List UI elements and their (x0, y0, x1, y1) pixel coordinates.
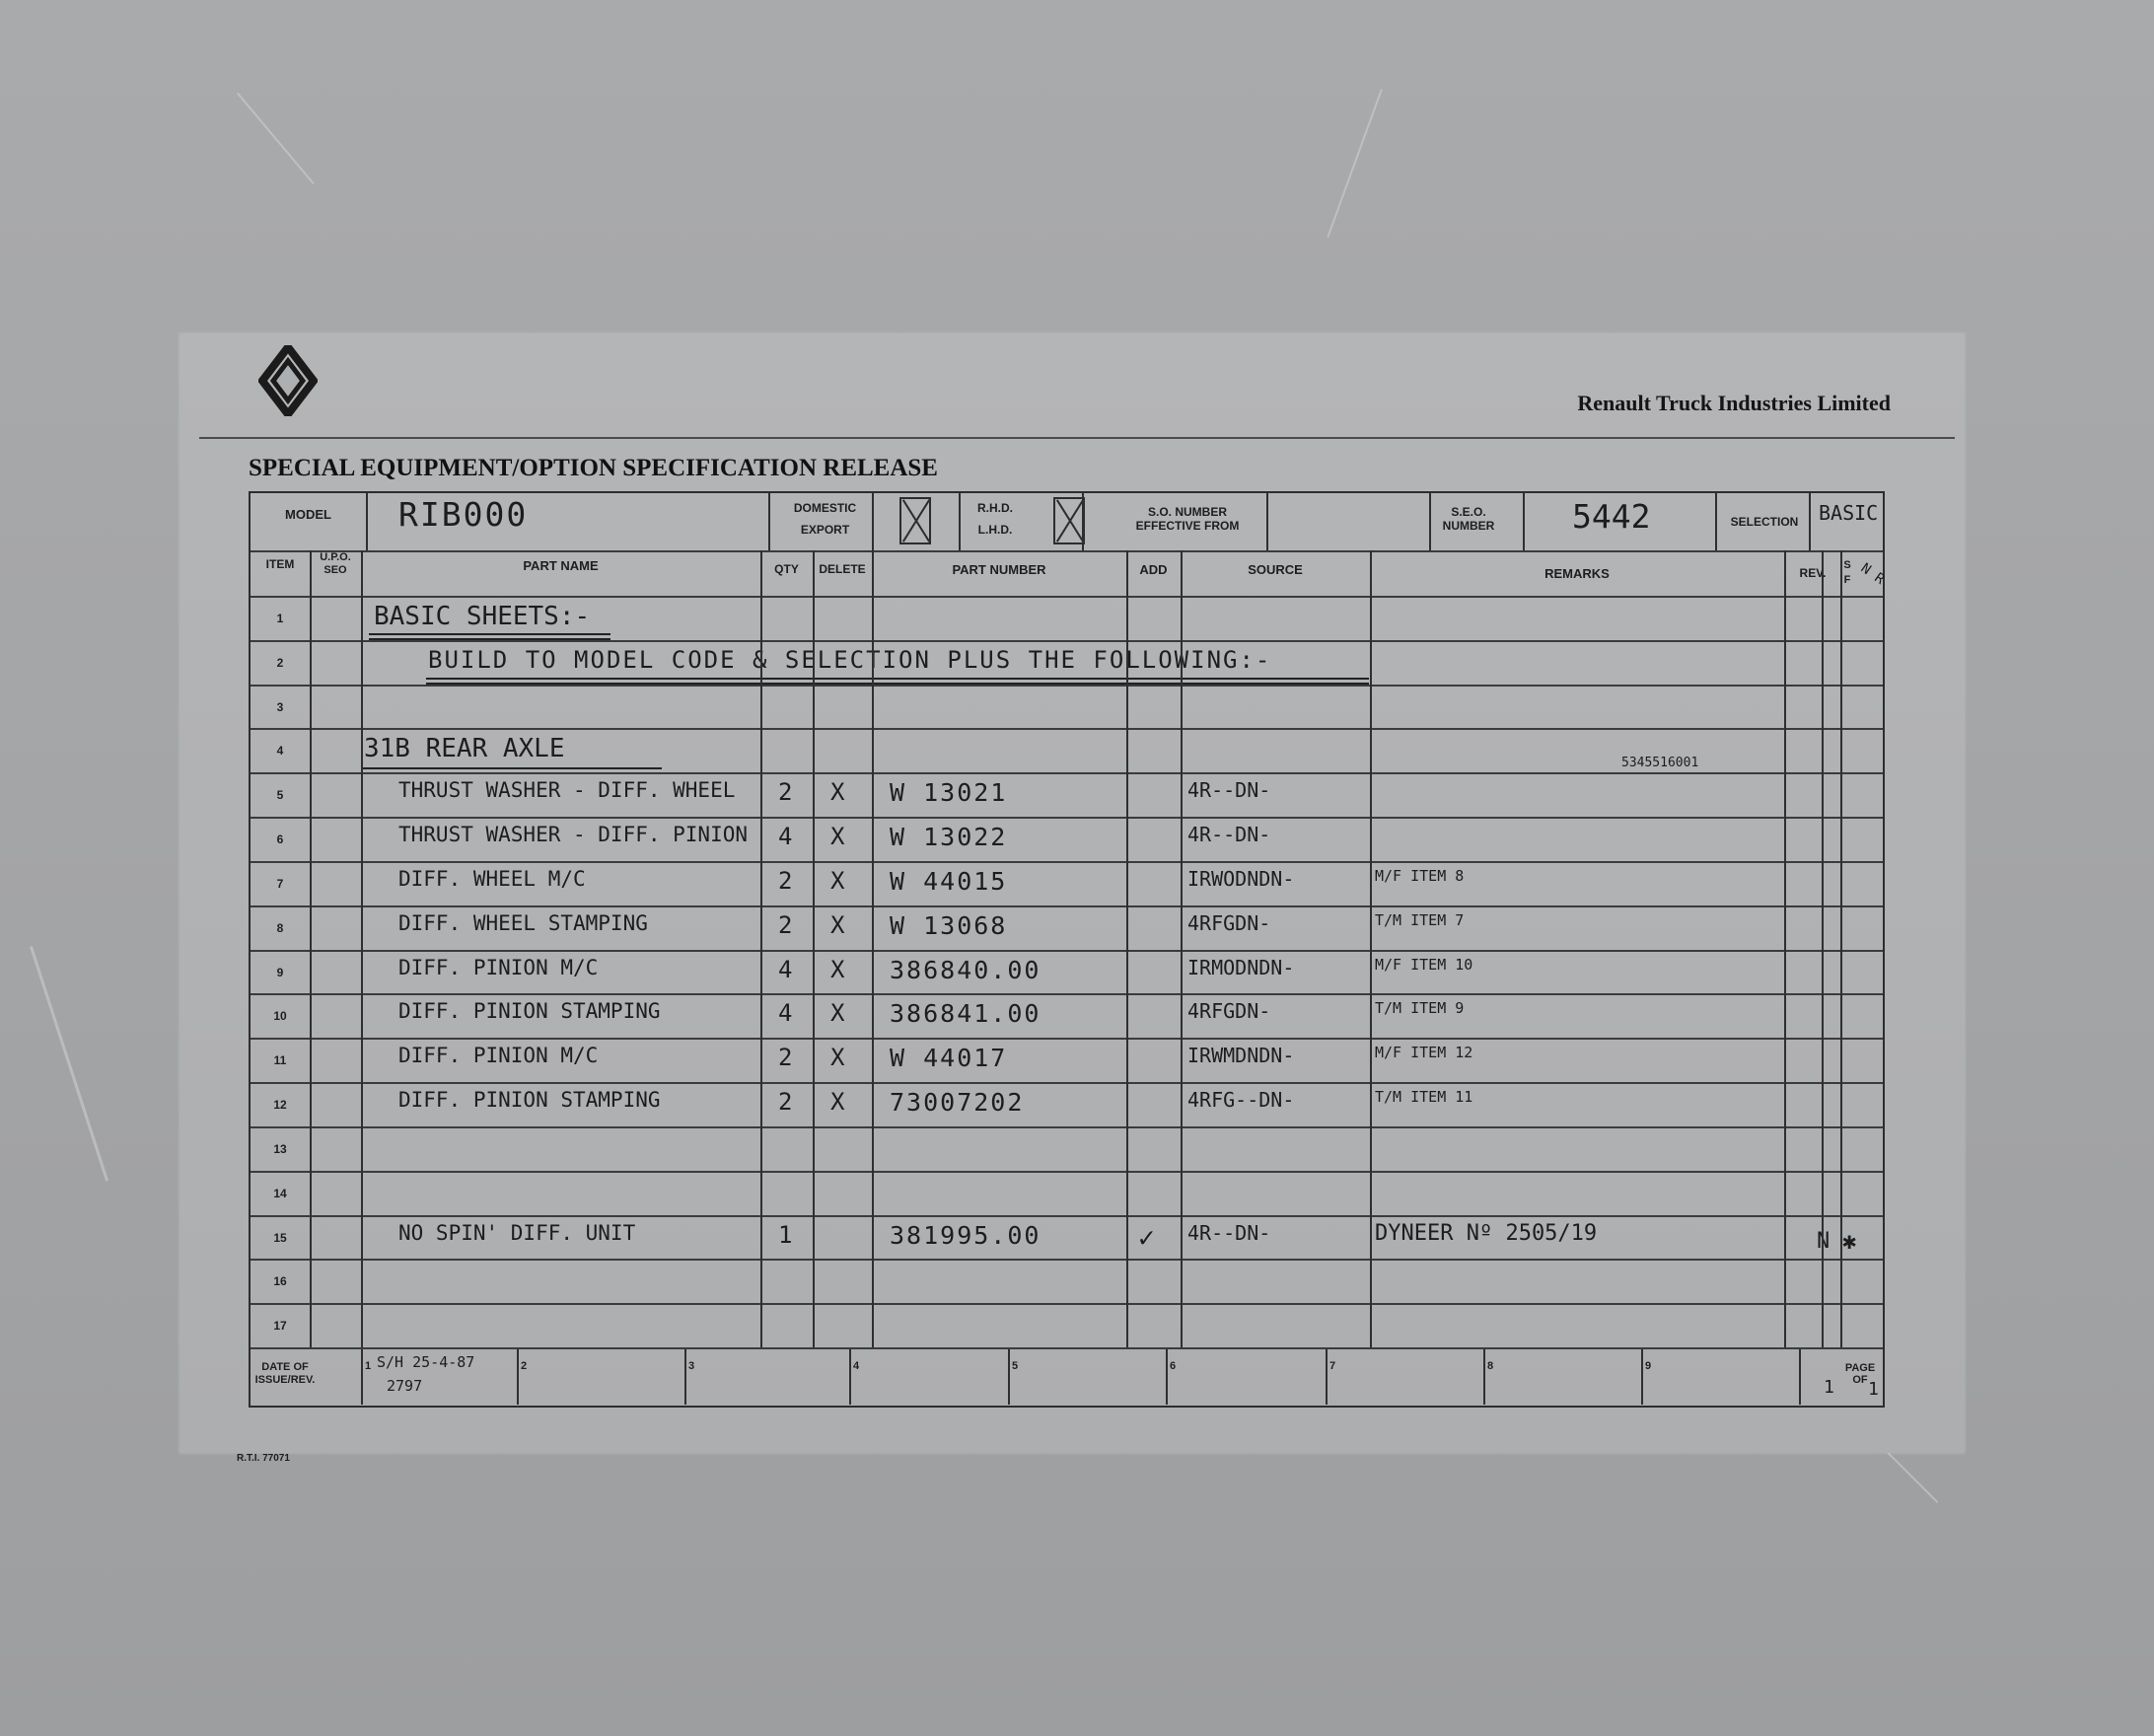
grid-rule (251, 905, 1883, 907)
row-item-number: 12 (273, 1098, 287, 1113)
specification-form-sheet (180, 333, 1965, 1464)
model-label: MODEL (285, 507, 331, 522)
row-delete-mark: X (830, 955, 845, 983)
col-source-header: SOURCE (1248, 562, 1303, 577)
row-part-name: BUILD TO MODEL CODE & SELECTION PLUS THE FOLLOWING:- (428, 645, 1272, 674)
issue-slot-number: 4 (853, 1360, 860, 1372)
grid-rule (1266, 493, 1268, 550)
row-qty: 1 (778, 1220, 793, 1249)
form-title: SPECIAL EQUIPMENT/OPTION SPECIFICATION RELEASE (249, 455, 938, 481)
grid-rule (251, 1038, 1883, 1040)
issue-slot-1-ref: 2797 (387, 1377, 423, 1395)
issue-slot-divider (361, 1347, 363, 1405)
row-item-number: 2 (276, 655, 284, 670)
issue-slot-number: 8 (1487, 1360, 1494, 1372)
row-sf: ✱ (1842, 1226, 1857, 1255)
seo-number-value: 5442 (1572, 497, 1651, 536)
row-rev: N (1817, 1228, 1831, 1254)
grid-rule (310, 550, 312, 1347)
issue-slot-number: 9 (1645, 1360, 1652, 1372)
grid-rule (768, 493, 770, 550)
grid-rule (760, 550, 762, 1347)
grid-rule (361, 550, 363, 1347)
row-item-number: 17 (273, 1319, 287, 1334)
issue-slot-divider (1008, 1347, 1010, 1405)
rhd-lhd-checkbox (1053, 497, 1085, 544)
row-part-name: THRUST WASHER - DIFF. WHEEL (398, 778, 736, 803)
grid-rule (251, 728, 1883, 730)
grid-rule (1126, 550, 1128, 1347)
of-label: OF (1852, 1374, 1868, 1386)
row-delete-mark: X (830, 999, 845, 1028)
col-sf-header: S F (1843, 559, 1851, 586)
row-remarks: M/F ITEM 10 (1375, 955, 1473, 974)
col-part-number-header: PART NUMBER (952, 562, 1046, 577)
grid-rule (1429, 493, 1431, 550)
row-part-name: DIFF. PINION STAMPING (398, 1088, 661, 1113)
row-delete-mark: X (830, 866, 845, 895)
domestic-label: DOMESTIC (793, 501, 857, 515)
row-part-number: 381995.00 (890, 1220, 1041, 1250)
issue-slot-divider (849, 1347, 851, 1405)
issue-slot-divider (1326, 1347, 1328, 1405)
col-seo-header: SEO (323, 564, 347, 576)
date-of-issue-label: DATE OF (261, 1361, 309, 1373)
issue-slot-1-date: S/H 25-4-87 (377, 1353, 475, 1371)
grid-rule (1809, 493, 1811, 550)
seo-label: S.E.O. (1451, 505, 1486, 519)
grid-rule (959, 493, 961, 550)
issue-slot-divider (1641, 1347, 1643, 1405)
header-rule (199, 437, 1955, 439)
issue-slot-number: 3 (688, 1360, 695, 1372)
effective-from-label: EFFECTIVE FROM (1135, 519, 1240, 533)
row-qty: 2 (778, 866, 793, 895)
page-label: PAGE (1844, 1362, 1876, 1374)
grid-rule (1181, 550, 1183, 1347)
form-grid (249, 491, 1888, 1408)
grid-rule (1784, 550, 1786, 1347)
grid-rule (251, 1347, 1883, 1349)
issue-slot-number: 5 (1012, 1360, 1019, 1372)
scratch-mark (1327, 89, 1383, 238)
row-remarks: T/M ITEM 7 (1375, 910, 1465, 929)
row-remarks: T/M ITEM 11 (1375, 1088, 1473, 1107)
row-part-name: THRUST WASHER - DIFF. PINION (398, 823, 749, 847)
model-value: RIB000 (398, 495, 529, 534)
row-source: 4R--DN- (1187, 1220, 1271, 1245)
grid-rule (251, 772, 1883, 774)
row-source: IRWMDNDN- (1187, 1044, 1295, 1068)
row-item-number: 16 (273, 1274, 287, 1289)
grid-rule (251, 1126, 1883, 1128)
grid-rule (1523, 493, 1525, 550)
issue-slot-number: 2 (521, 1360, 528, 1372)
grid-rule (251, 993, 1883, 995)
grid-rule (251, 1215, 1883, 1217)
row-delete-mark: X (830, 778, 845, 807)
grid-rule (251, 861, 1883, 863)
grid-rule (1082, 493, 1084, 550)
col-qty-header: QTY (774, 562, 799, 576)
grid-rule (251, 550, 1883, 552)
row-qty: 2 (778, 1088, 793, 1117)
grid-rule (251, 1303, 1883, 1305)
grid-rule (251, 1171, 1883, 1173)
row-part-name: NO SPIN' DIFF. UNIT (398, 1220, 636, 1245)
col-sf-extra-header: N R (1857, 560, 1888, 588)
row-item-number: 6 (276, 832, 284, 847)
col-part-name-header: PART NAME (523, 558, 599, 573)
row-part-name: DIFF. WHEEL STAMPING (398, 910, 648, 935)
form-reference: R.T.I. 77071 (237, 1453, 290, 1464)
row-item-number: 3 (276, 699, 284, 714)
row-delete-mark: X (830, 1088, 845, 1117)
row-item-number: 14 (273, 1186, 287, 1200)
renault-diamond-logo (258, 345, 318, 416)
row-part-number: 386840.00 (890, 955, 1041, 984)
row-qty: 4 (778, 823, 793, 851)
grid-rule (251, 817, 1883, 819)
row-item-number: 15 (273, 1230, 287, 1245)
row-part-name: DIFF. WHEEL M/C (398, 866, 586, 891)
issue-slot-number: 1 (365, 1360, 372, 1372)
rhd-label: R.H.D. (977, 501, 1013, 515)
row-part-name: DIFF. PINION M/C (398, 955, 599, 979)
row-add-mark: ✓ (1138, 1220, 1155, 1254)
row-item-number: 4 (276, 744, 284, 759)
row-part-number: W 44017 (890, 1044, 1008, 1073)
row-source: 4R--DN- (1187, 823, 1271, 847)
selection-value: BASIC (1819, 501, 1879, 525)
row-part-name: DIFF. PINION M/C (398, 1044, 599, 1068)
row-item-number: 8 (276, 920, 284, 935)
row-part-number: W 44015 (890, 866, 1008, 896)
grid-rule (872, 493, 874, 550)
row-part-name: 31B REAR AXLE (364, 734, 565, 764)
row-qty: 2 (778, 910, 793, 939)
row-remarks: 5345516001 (1621, 756, 1699, 771)
row-part-number: W 13068 (890, 910, 1008, 940)
scratch-mark (237, 93, 315, 184)
grid-rule (1840, 550, 1842, 1347)
grid-rule (813, 550, 815, 1347)
row-source: 4RFGDN- (1187, 910, 1271, 935)
row-qty: 2 (778, 1044, 793, 1072)
row-remarks: M/F ITEM 8 (1375, 866, 1465, 885)
row-item-number: 7 (276, 876, 284, 891)
grid-rule (251, 950, 1883, 952)
row-source: 4R--DN- (1187, 778, 1271, 803)
grid-rule (1822, 550, 1824, 1347)
row-part-number: W 13021 (890, 778, 1008, 808)
page-slot-divider (1799, 1347, 1801, 1405)
export-label: EXPORT (800, 523, 850, 537)
row-remarks: T/M ITEM 9 (1375, 999, 1465, 1018)
grid-rule (251, 596, 1883, 598)
company-name: Renault Truck Industries Limited (1577, 391, 1891, 415)
row-item-number: 9 (276, 965, 284, 979)
issue-slot-divider (1166, 1347, 1168, 1405)
row-remarks: DYNEER Nº 2505/19 (1375, 1220, 1598, 1246)
row-delete-mark: X (830, 823, 845, 851)
issue-slot-number: 6 (1170, 1360, 1177, 1372)
row-delete-mark: X (830, 1044, 845, 1072)
row-item-number: 10 (273, 1009, 287, 1024)
scratch-mark (30, 946, 108, 1182)
row-part-name: DIFF. PINION STAMPING (398, 999, 661, 1024)
grid-rule (251, 1082, 1883, 1084)
col-item-header: ITEM (265, 557, 295, 571)
number-label: NUMBER (1442, 519, 1495, 533)
col-rev-header: REV. (1799, 566, 1827, 580)
issue-rev-label: ISSUE/REV. (254, 1374, 316, 1386)
row-part-name: BASIC SHEETS:- (374, 602, 591, 631)
selection-label: SELECTION (1730, 515, 1799, 529)
row-part-number: 386841.00 (890, 999, 1041, 1029)
row-qty: 4 (778, 999, 793, 1028)
issue-slot-divider (684, 1347, 686, 1405)
col-remarks-header: REMARKS (1544, 566, 1610, 581)
grid-rule (1370, 550, 1372, 1347)
grid-rule (872, 550, 874, 1347)
issue-slot-number: 7 (1329, 1360, 1336, 1372)
grid-rule (251, 685, 1883, 687)
row-item-number: 11 (273, 1053, 287, 1068)
row-qty: 4 (778, 955, 793, 983)
row-delete-mark: X (830, 910, 845, 939)
row-item-number: 1 (276, 612, 284, 625)
row-part-number: W 13022 (890, 823, 1008, 852)
row-item-number: 13 (273, 1141, 287, 1156)
row-source: 4RFGDN- (1187, 999, 1271, 1024)
grid-rule (251, 640, 1883, 642)
issue-slot-divider (1483, 1347, 1485, 1405)
grid-rule (1715, 493, 1717, 550)
page-total: 1 (1868, 1379, 1879, 1400)
grid-rule (251, 1259, 1883, 1261)
row-qty: 2 (778, 778, 793, 807)
row-source: IRWODNDN- (1187, 866, 1295, 891)
row-part-number: 73007202 (890, 1088, 1025, 1118)
issue-slot-divider (517, 1347, 519, 1405)
row-source: 4RFG--DN- (1187, 1088, 1295, 1113)
grid-rule (366, 493, 368, 550)
domestic-export-checkbox (899, 497, 931, 544)
row-remarks: M/F ITEM 12 (1375, 1044, 1473, 1062)
row-item-number: 5 (276, 788, 284, 803)
so-number-label: S.O. NUMBER (1147, 505, 1227, 519)
page-number: 1 (1824, 1377, 1834, 1398)
row-source: IRMODNDN- (1187, 955, 1295, 979)
col-delete-header: DELETE (819, 562, 866, 576)
col-upo-header: U.P.O. (320, 551, 351, 563)
lhd-label: L.H.D. (977, 523, 1013, 537)
col-add-header: ADD (1139, 562, 1168, 577)
